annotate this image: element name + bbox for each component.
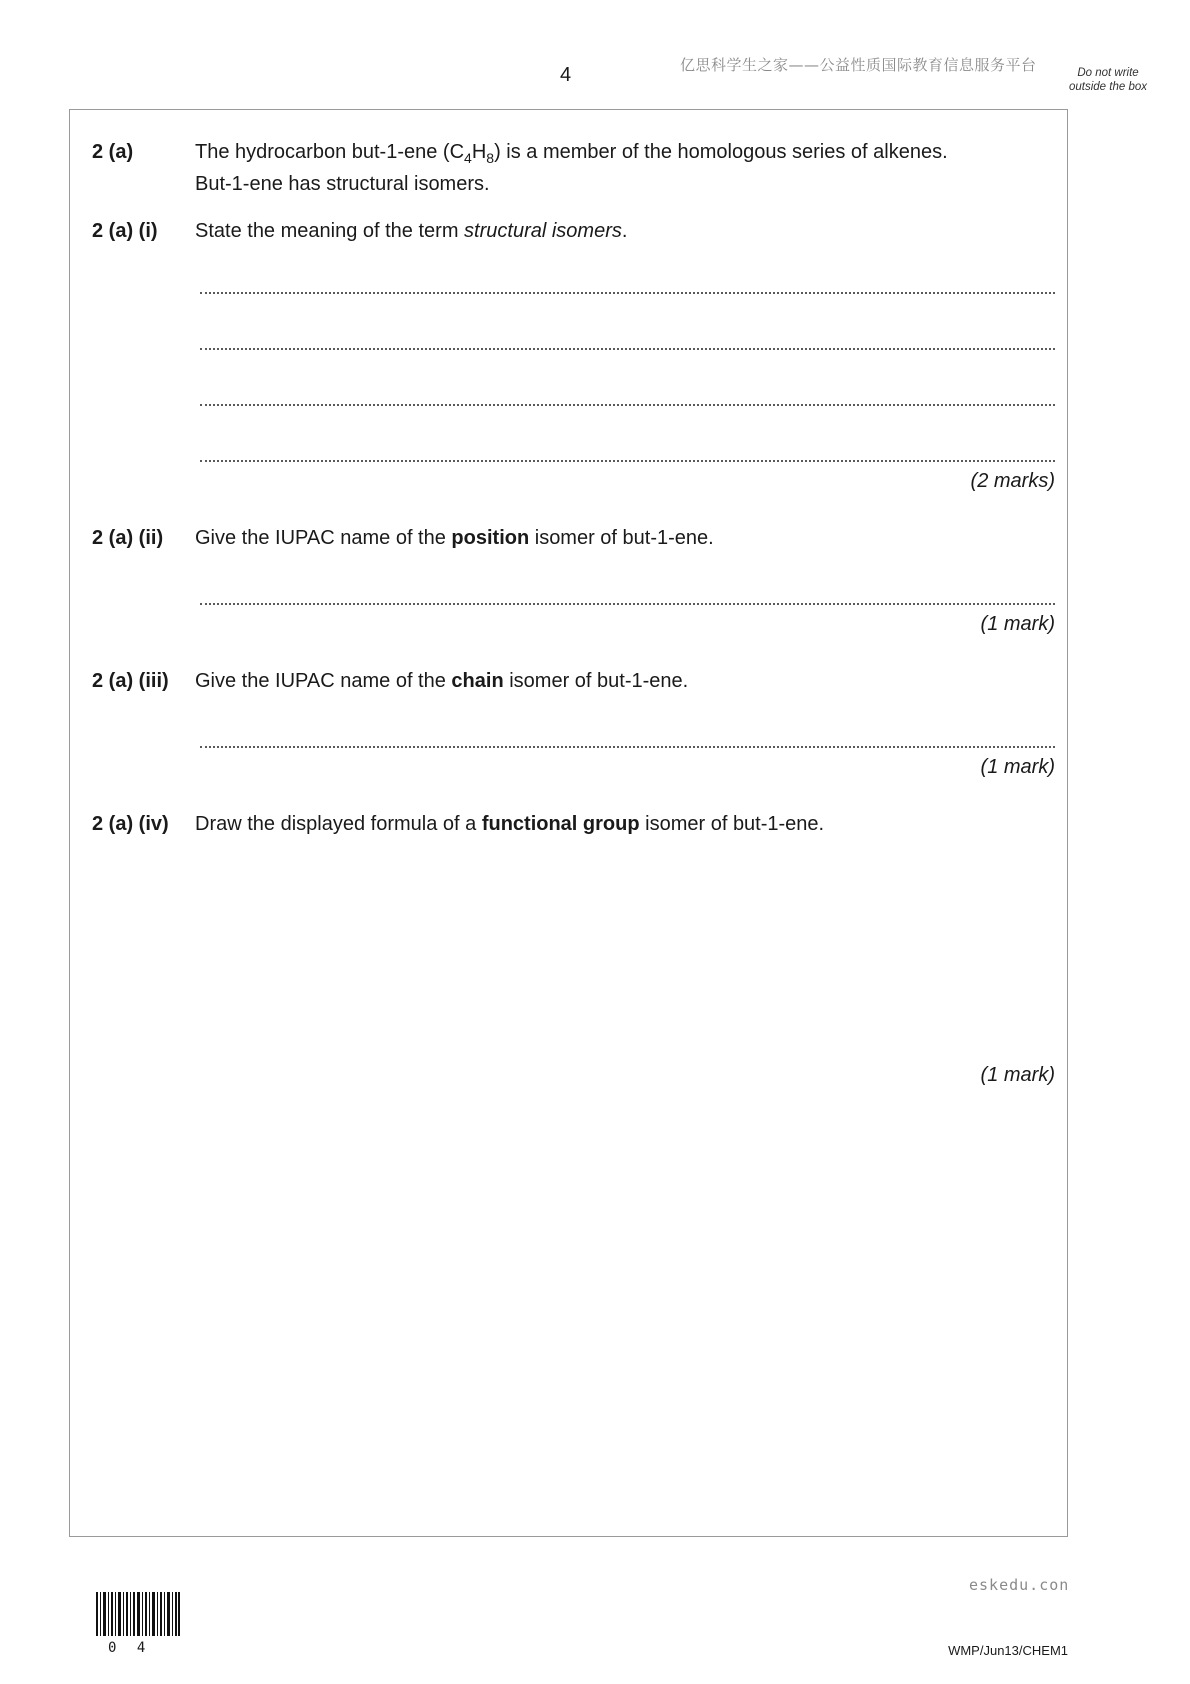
question-number-2a: 2 (a): [92, 141, 134, 163]
question-number-2ai: 2 (a) (i): [92, 220, 158, 242]
question-number-2aiii: 2 (a) (iii): [92, 670, 169, 692]
drawing-area[interactable]: [195, 850, 1055, 1050]
question-number-2aii: 2 (a) (ii): [92, 527, 164, 549]
answer-line[interactable]: [200, 597, 1055, 605]
question-2a-text: [195, 139, 1055, 197]
marks-label: (2 marks): [970, 470, 1055, 492]
marks-label: (1 mark): [980, 1064, 1055, 1086]
marks-label: (1 mark): [980, 613, 1055, 635]
question-number-2aiv: 2 (a) (iv): [92, 813, 169, 835]
answer-line[interactable]: [200, 740, 1055, 748]
question-2aii-text: Give the IUPAC name of the position isomer of but-1-ene.: [195, 527, 714, 549]
question-2a-line-1: The hydrocarbon but-1-ene $(C_4H_8)$ is a member of the homologous series of alkenes.: [195, 141, 948, 166]
answer-line[interactable]: [200, 398, 1055, 406]
question-2aiii-text: Give the IUPAC name of the chain isomer of but-1-ene.: [195, 670, 689, 692]
margin-note: Do not write outside the box: [1068, 67, 1147, 93]
paper-code: WMP/Jun13/CHEM1: [948, 1643, 1068, 1658]
marks-label: (1 mark): [980, 756, 1055, 778]
answer-line[interactable]: [200, 342, 1055, 350]
header-watermark: 亿思科学生之家——公益性质国际教育信息服务平台: [680, 56, 1037, 74]
barcode-icon: [96, 1592, 180, 1636]
page-number: 4: [560, 64, 572, 86]
question-2a-line-2: But-1-ene has structural isomers.: [195, 173, 490, 195]
answer-line[interactable]: [200, 286, 1055, 294]
question-2aiv-text: Draw the displayed formula of a functional group isomer of but-1-ene.: [195, 813, 825, 835]
question-2ai-text: State the meaning of the term structural isomers.: [195, 220, 628, 242]
answer-line[interactable]: [200, 454, 1055, 462]
barcode-label: 0 4: [108, 1640, 152, 1656]
footer-watermark: eskedu.con: [969, 1576, 1070, 1594]
